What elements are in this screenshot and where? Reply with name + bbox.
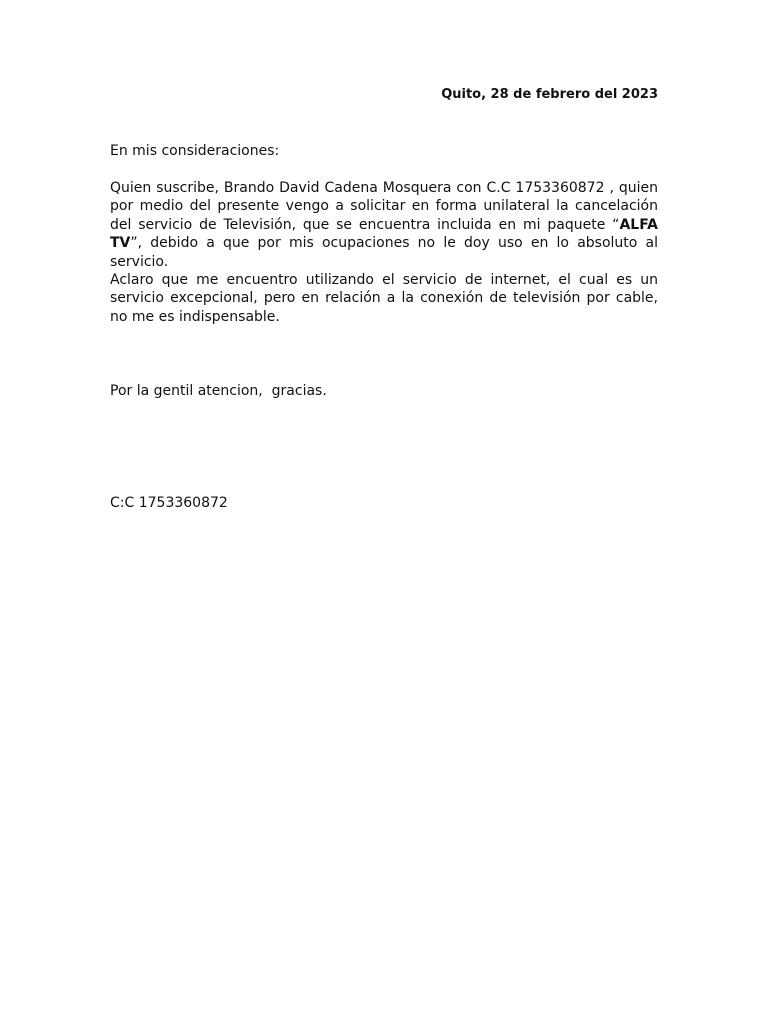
greeting: En mis consideraciones: (110, 143, 280, 159)
clarification-paragraph: Aclaro que me encuentro utilizando el servicio de internet, el cual es un servicio excepcional, pero en relación a la conexión de televisión por cable, no me es indispensable. (110, 272, 658, 325)
request-paragraph (110, 179, 658, 271)
request-paragraph-start: Quien suscribe, Brando David Cadena Mosquera con C.C 1753360872 , quien por medio del presente vengo a solicitar en forma unilateral la cancelación del servicio de Televisión, que se encuentra incluida en mi paquete “ (110, 180, 658, 233)
request-paragraph-end: ”, debido a que por mis ocupaciones no le doy uso en lo absoluto al servicio. (110, 235, 658, 270)
signature-id: C:C 1753360872 (110, 495, 228, 511)
closing-line: Por la gentil atencion, gracias. (110, 383, 327, 399)
package-name: ALFA TV (110, 216, 658, 252)
date-line: Quito, 28 de febrero del 2023 (441, 87, 658, 102)
